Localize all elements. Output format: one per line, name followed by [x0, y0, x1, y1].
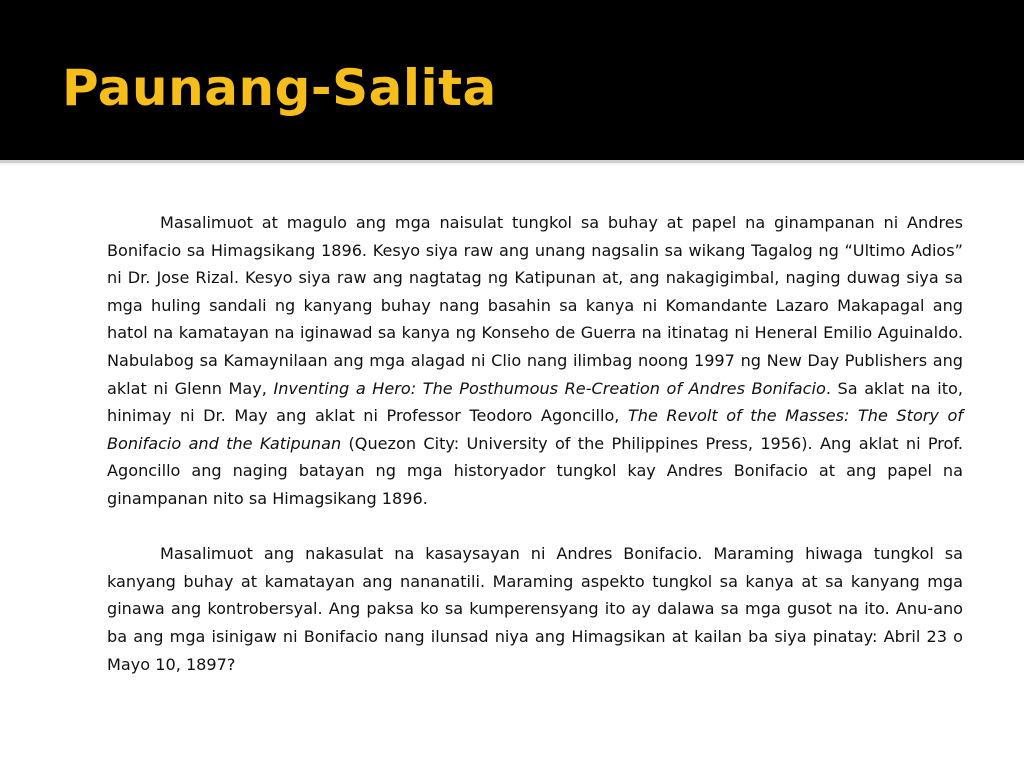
- book-title-inventing-a-hero: Inventing a Hero: The Posthumous Re-Creation of Andres Bonifacio: [273, 378, 826, 398]
- title-bar: [0, 0, 1024, 160]
- book-title-revolt-of-the-masses: The Revolt of the Masses: The Story of Bonifacio and the Katipunan: [107, 406, 963, 453]
- paragraph-1-segment-5: (Quezon City: University of the Philippines Press, 1956). Ang aklat ni Prof. Agoncillo ang naging batayan ng mga historyador tungkol kay Andres Bonifacio at ang papel na ginampanan nito sa Himagsikang 1896.: [107, 433, 963, 508]
- paragraph-1-segment-1: Masalimuot at magulo ang mga naisulat tungkol sa buhay at papel na ginampanan ni Andres Bonifacio sa Himagsikang 1896. Kesyo siya raw ang unang nagsalin sa wikang Tagalog ng “Ultimo Adios” ni Dr. Jose Rizal. Kesyo siya raw ang nagtatag ng Katipunan at, ang nakagigimbal, naging duwag siya sa mga huling sandali ng kanyang buhay nang basahin sa kanya ni Komandante Lazaro Makapagal ang hatol na kamatayan na iginawad sa kanya ng Konseho de Guerra na itinatag ni Heneral Emilio Aguinaldo. Nabulabog sa Kamaynilaan ang mga alagad ni Clio nang ilimbag noong 1997 ng New Day Publishers ang aklat ni Glenn May,: [107, 213, 963, 398]
- body-text: [107, 209, 963, 678]
- paragraph-1-segment-3: . Sa aklat na ito, hinimay ni Dr. May ang aklat ni Professor Teodoro Agoncillo,: [107, 378, 963, 426]
- slide-title: Paunang-Salita: [62, 59, 497, 117]
- content-area: [0, 165, 1024, 768]
- paragraph-1: [107, 209, 963, 513]
- paragraph-2: [107, 540, 963, 678]
- paragraph-2-segment-1: Masalimuot ang nakasulat na kasaysayan ni Andres Bonifacio. Maraming hiwaga tungkol sa kanyang buhay at kamatayan ang nananatili. Maraming aspekto tungkol sa kanya at sa kanyang mga ginawa ang kontrobersyal. Ang paksa ko sa kumperensyang ito ay dalawa sa mga gusot na ito. Anu-ano ba ang mga isinigaw ni Bonifacio nang ilunsad niya ang Himagsikan at kailan ba siya pinatay: Abril 23 o Mayo 10, 1897?: [107, 544, 963, 674]
